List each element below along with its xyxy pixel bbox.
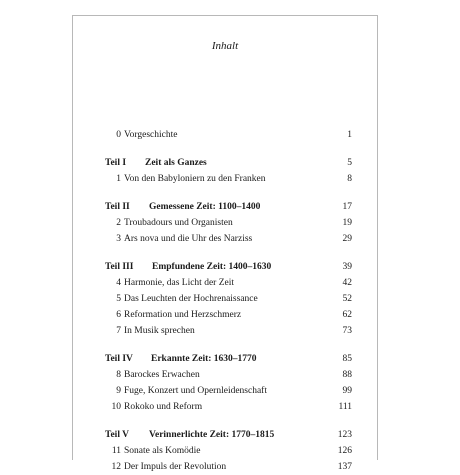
chapter-title: Das Leuchten der Hochrenaissance [124, 294, 258, 304]
chapter-title: Von den Babyloniern zu den Franken [124, 174, 266, 184]
part-title: Erkannte Zeit: 1630–1770 [151, 354, 257, 364]
chapter-title: Vorgeschichte [124, 130, 178, 140]
part-title: Zeit als Ganzes [145, 158, 207, 168]
chapter-title: Sonate als Komödie [124, 446, 201, 456]
part-title: Verinnerlichte Zeit: 1770–1815 [149, 430, 275, 440]
page-number: 126 [337, 446, 352, 456]
chapter-title: Harmonie, das Licht der Zeit [124, 278, 235, 288]
toc-part-row [105, 351, 352, 367]
page-title: Inhalt [211, 40, 239, 52]
toc-part-row [105, 259, 352, 275]
chapter-title: Fuge, Konzert und Opernleidenschaft [124, 386, 267, 396]
toc-chapter-row [105, 171, 352, 187]
chapter-number: 4 [116, 278, 121, 288]
toc-chapter-row [105, 323, 352, 339]
toc-chapter-row [105, 127, 352, 143]
chapter-number: 12 [111, 462, 121, 472]
toc-chapter-row [105, 307, 352, 323]
part-title: Gemessene Zeit: 1100–1400 [149, 202, 261, 212]
toc-part-row [105, 427, 352, 443]
toc-chapter-row [105, 215, 352, 231]
page-number: 19 [342, 218, 352, 228]
part-number: Teil II [105, 202, 130, 212]
page-number: 8 [347, 174, 352, 184]
part-number: Teil IV [105, 354, 133, 364]
chapter-number: 0 [116, 130, 121, 140]
toc-chapter-row [105, 399, 352, 415]
toc-chapter-row [105, 291, 352, 307]
page-number: 88 [342, 370, 352, 380]
chapter-number: 2 [116, 218, 121, 228]
toc-chapter-row [105, 231, 352, 247]
chapter-number: 10 [111, 402, 121, 412]
page-number: 73 [342, 326, 352, 336]
part-number: Teil III [105, 262, 134, 272]
page-number: 5 [347, 158, 352, 168]
page-number: 52 [342, 294, 352, 304]
page-number: 39 [342, 262, 352, 272]
part-number: Teil V [105, 430, 130, 440]
page-number: 123 [337, 430, 352, 440]
book-page [72, 15, 378, 472]
chapter-title: Rokoko und Reform [124, 402, 203, 412]
chapter-number: 1 [116, 174, 121, 184]
page-number: 17 [342, 202, 352, 212]
chapter-number: 11 [111, 446, 121, 456]
chapter-title: Barockes Erwachen [124, 370, 200, 380]
chapter-number: 6 [116, 310, 121, 320]
page-number: 29 [342, 234, 352, 244]
chapter-title: Der Impuls der Revolution [124, 462, 227, 472]
chapter-title: Troubadours und Organisten [124, 218, 233, 228]
chapter-number: 9 [116, 386, 121, 396]
toc-part-row [105, 155, 352, 171]
toc-chapter-row [105, 383, 352, 399]
toc-chapter-row [105, 459, 352, 475]
chapter-title: Ars nova und die Uhr des Narziss [124, 234, 253, 244]
part-number: Teil I [105, 158, 127, 168]
page-number: 111 [338, 402, 352, 412]
page-number: 62 [342, 310, 352, 320]
chapter-title: In Musik sprechen [124, 326, 195, 336]
page-number: 1 [347, 130, 352, 140]
table-of-contents [105, 127, 352, 475]
toc-part-row [105, 199, 352, 215]
toc-chapter-row [105, 443, 352, 459]
chapter-number: 7 [116, 326, 121, 336]
page-number: 99 [342, 386, 352, 396]
chapter-number: 8 [116, 370, 121, 380]
toc-chapter-row [105, 275, 352, 291]
page-number: 42 [342, 278, 352, 288]
page-number: 137 [337, 462, 352, 472]
chapter-number: 3 [116, 234, 121, 244]
chapter-number: 5 [116, 294, 121, 304]
chapter-title: Reformation und Herzschmerz [124, 310, 242, 320]
page-number: 85 [342, 354, 352, 364]
toc-chapter-row [105, 367, 352, 383]
part-title: Empfundene Zeit: 1400–1630 [152, 262, 272, 272]
